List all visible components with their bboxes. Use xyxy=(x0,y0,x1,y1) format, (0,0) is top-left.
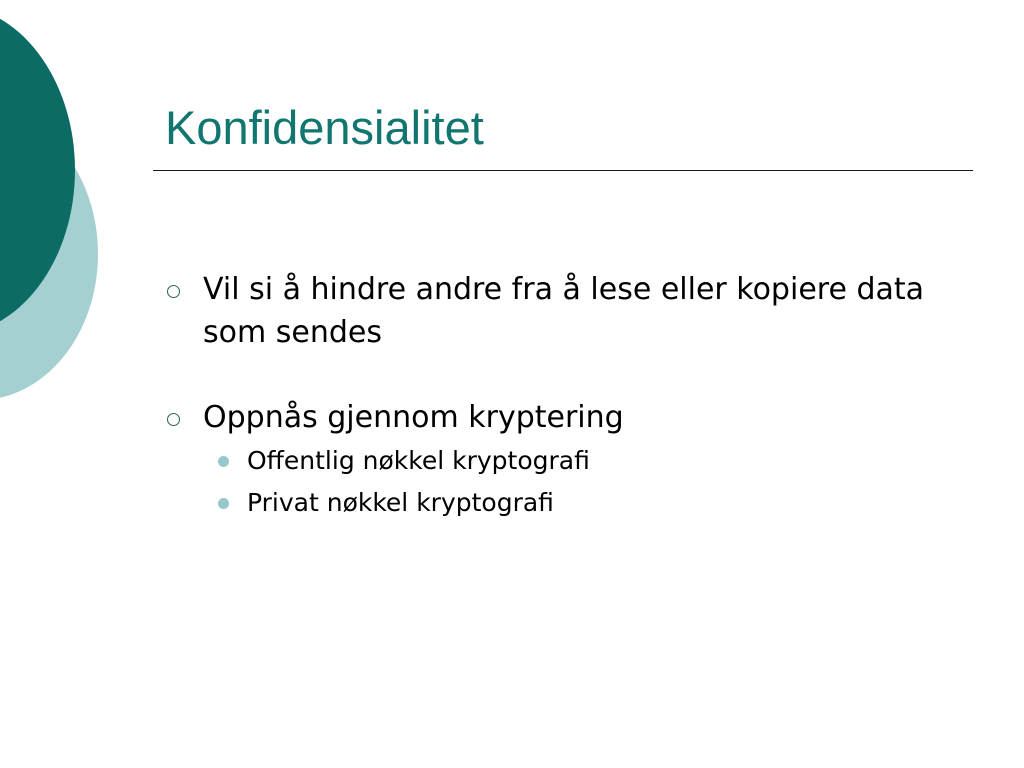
dot-bullet-icon xyxy=(218,498,229,509)
bullet-text: Oppnås gjennom kryptering xyxy=(203,400,624,435)
bullet-text: Vil si å hindre andre fra å lese eller kopiere data som sendes xyxy=(203,272,925,350)
sub-bullet-item xyxy=(165,440,965,482)
sub-bullet-text: Privat nøkkel kryptografi xyxy=(247,488,554,517)
slide-content xyxy=(165,268,965,524)
ring-bullet-icon xyxy=(167,285,180,298)
ring-bullet-icon xyxy=(167,413,180,426)
dot-bullet-icon xyxy=(218,456,229,467)
slide-title: Konfidensialitet xyxy=(165,101,484,154)
bullet-item xyxy=(165,268,965,354)
sub-bullet-text: Offentlig nøkkel kryptografi xyxy=(247,446,590,475)
bullet-item xyxy=(165,396,965,524)
title-divider xyxy=(153,170,973,171)
sub-bullet-list xyxy=(203,440,965,524)
sub-bullet-item xyxy=(165,482,965,524)
